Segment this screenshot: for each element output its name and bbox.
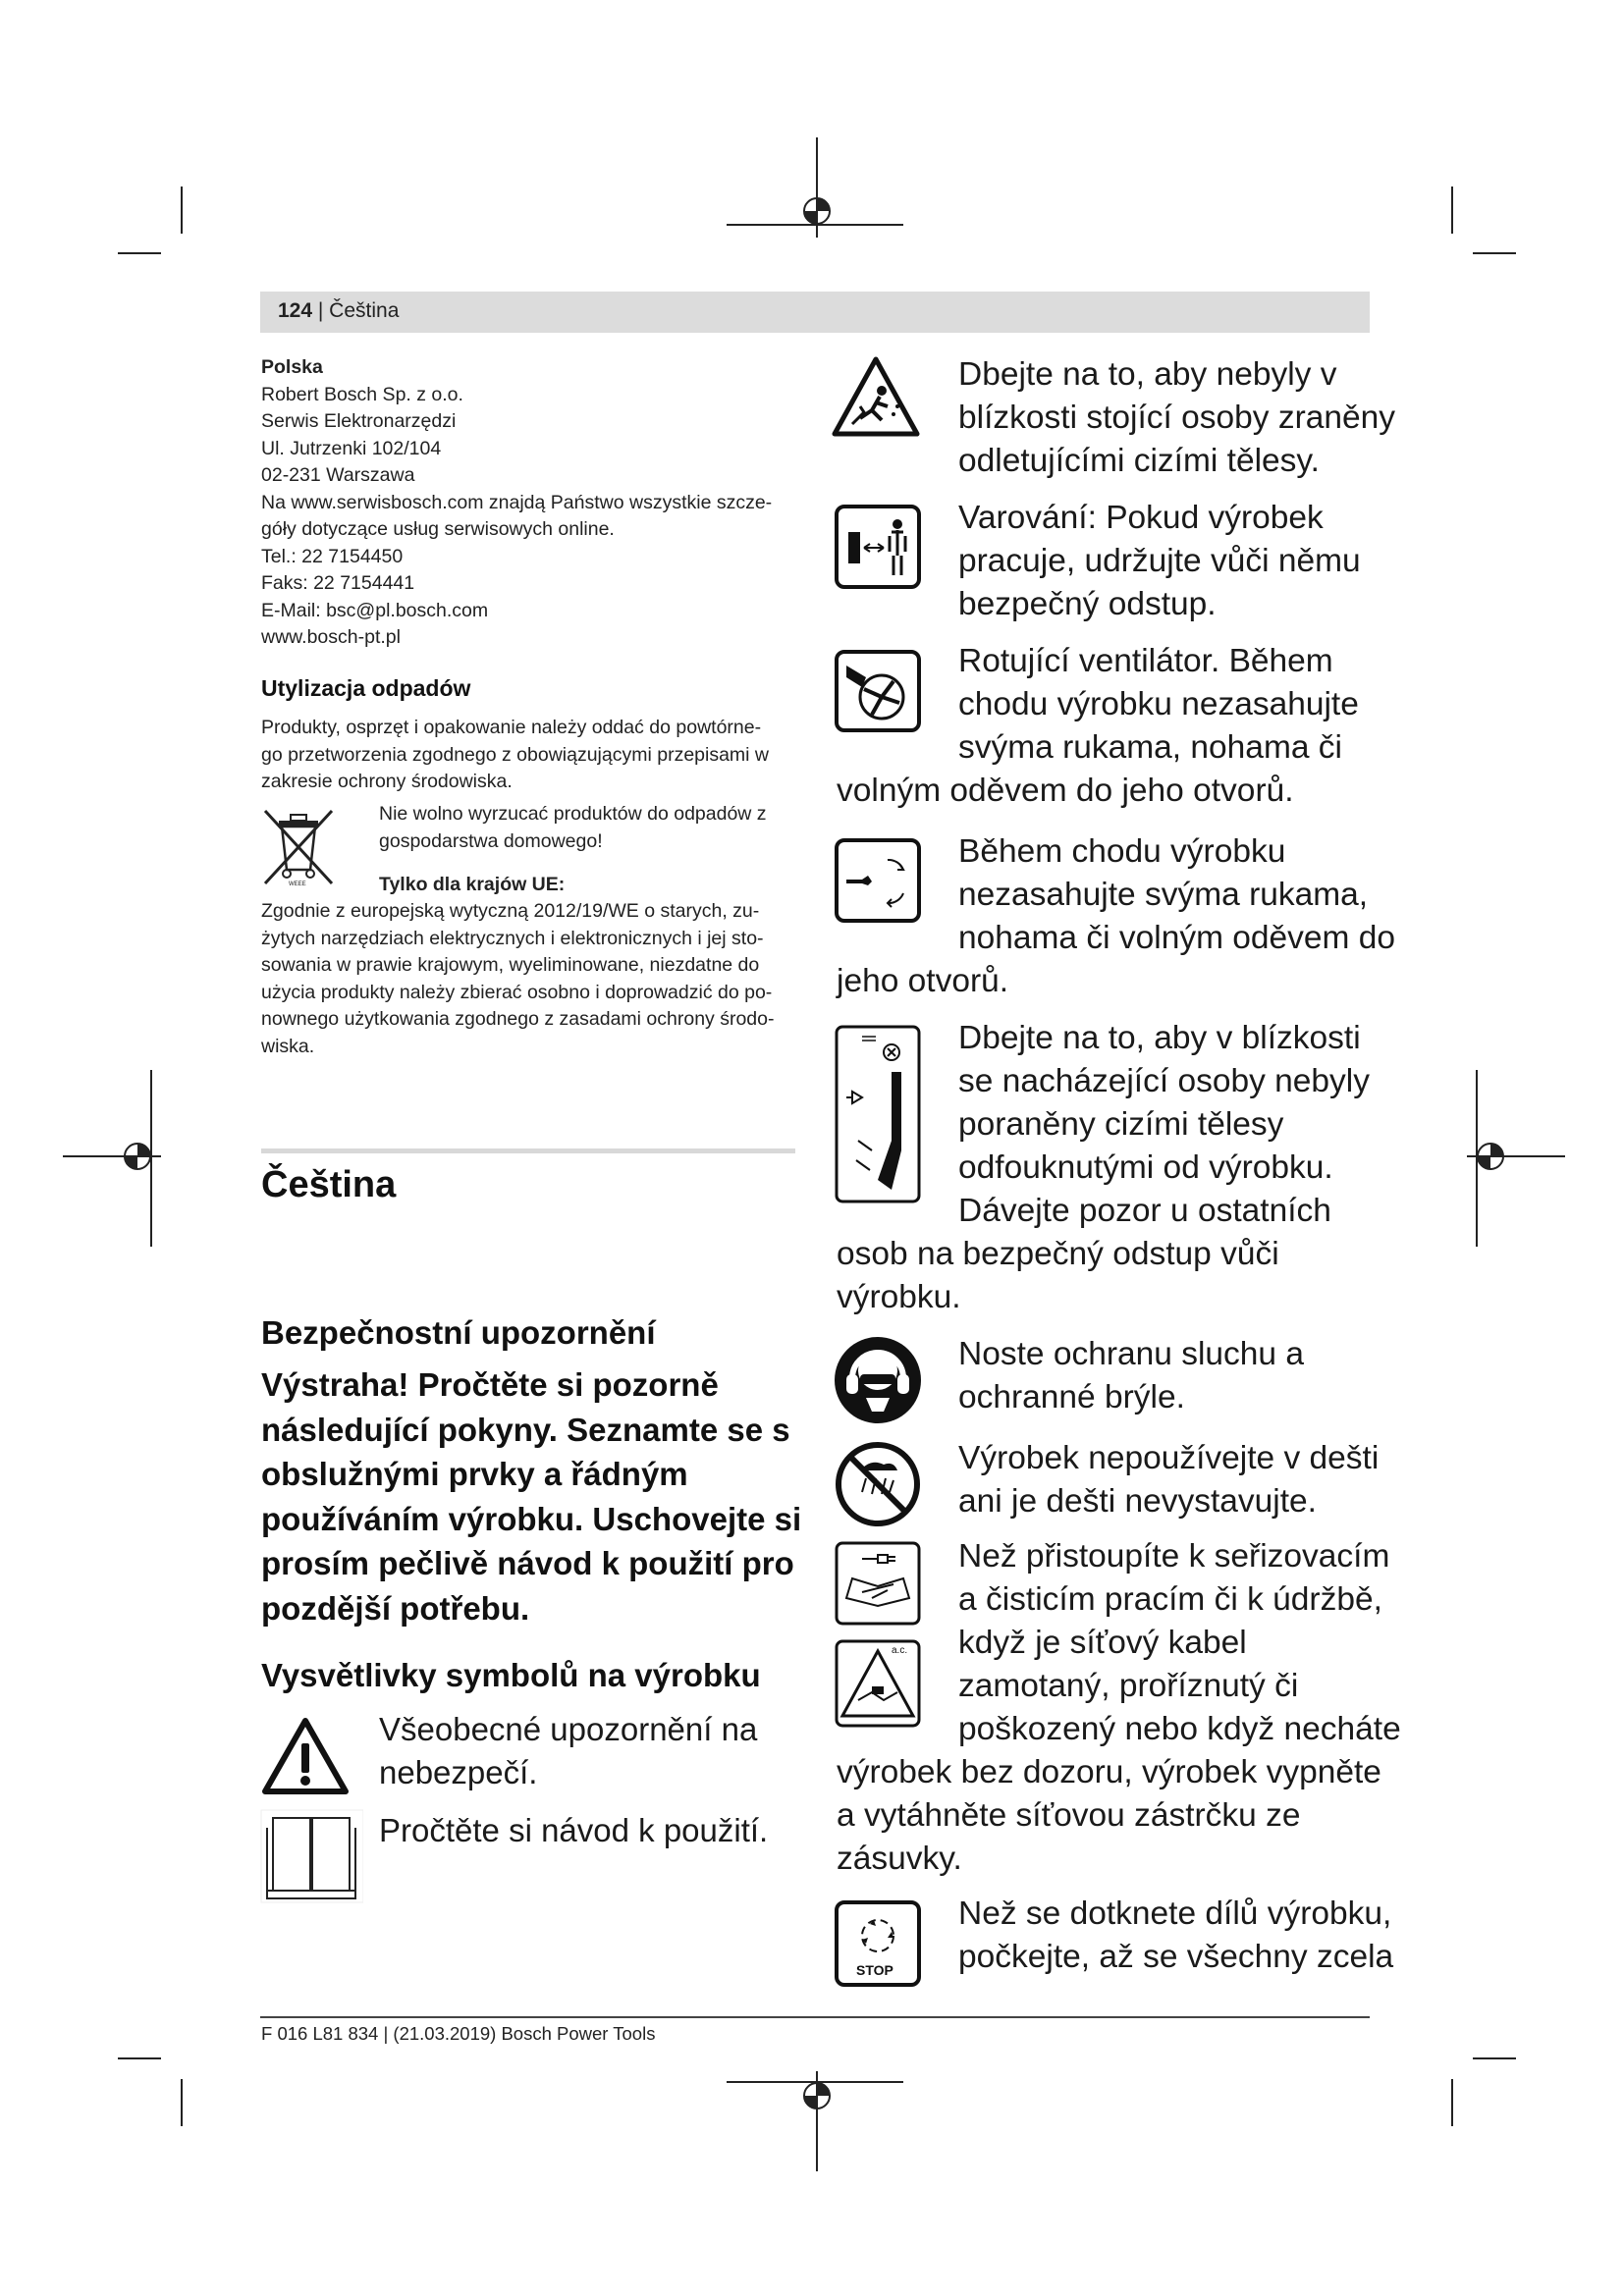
- eu-text: [261, 898, 791, 1060]
- r2-line: bezpečný odstup.: [958, 586, 1217, 622]
- r6-line: Noste ochranu sluchu a: [958, 1336, 1304, 1372]
- r8-line: Než přistoupíte k seřizovacím: [958, 1538, 1390, 1575]
- contact-line: Tel.: 22 7154450: [261, 545, 404, 567]
- eu-line: żytych narzędziach elektrycznych i elektronicznych i jej sto-: [261, 927, 764, 949]
- blower-debris-icon: [833, 1023, 923, 1205]
- r2-text: [958, 497, 1361, 626]
- r5-line: odfouknutými od výrobku.: [958, 1149, 1333, 1186]
- bin-line: gospodarstwa domowego!: [379, 829, 603, 852]
- sym-general-text: [379, 1708, 757, 1794]
- eu-line: sowania w prawie krajowym, wyeliminowane, niezdatne do: [261, 954, 760, 976]
- r3-line: volným oděvem do jeho otvorů.: [837, 773, 1294, 809]
- sym-line: nebezpečí.: [379, 1754, 538, 1790]
- eu-line: użycia produkty należy zbierać osobno i doprowadzić do po-: [261, 981, 773, 1003]
- contact-line: E-Mail: bsc@pl.bosch.com: [261, 599, 489, 621]
- crop-mark: [1473, 252, 1516, 254]
- r3-line: chodu výrobku nezasahujte: [958, 686, 1359, 722]
- unplug-manual-icon: [833, 1539, 923, 1628]
- r8-line: výrobek bez dozoru, výrobek vypněte: [837, 1754, 1381, 1790]
- page-header: [260, 292, 1370, 333]
- r8-line: a čisticím pracím či k údržbě,: [958, 1581, 1382, 1618]
- contact-line: Serwis Elektronarzędzi: [261, 410, 457, 432]
- r7-line: Výrobek nepoužívejte v dešti: [958, 1440, 1380, 1476]
- eu-title: Tylko dla krajów UE:: [379, 874, 566, 895]
- flying-debris-warning-icon: [831, 355, 921, 440]
- registration-mark-right: [1467, 1070, 1565, 1247]
- r8-line: když je síťový kabel: [958, 1625, 1247, 1661]
- footer-rule: [260, 2016, 1370, 2018]
- r1-line: Dbejte na to, aby nebyly v: [958, 356, 1337, 393]
- disposal-line: Produkty, osprzęt i opakowanie należy oddać do powtórne-: [261, 717, 762, 738]
- crossed-bin-icon: [261, 805, 336, 889]
- bin-line: Nie wolno wyrzucać produktów do odpadów z: [379, 803, 767, 825]
- crop-mark: [118, 2057, 161, 2059]
- r4-text: [958, 830, 1395, 960]
- sym-line: Pročtěte si návod k použití.: [379, 1812, 769, 1848]
- disposal-line: go przetworzenia zgodnego z obowiązującymi przepisami w: [261, 743, 770, 766]
- r5-text: [958, 1017, 1370, 1233]
- r2-line: Varování: Pokud výrobek: [958, 500, 1324, 536]
- registration-mark-bottom: [717, 2071, 903, 2171]
- disposal-intro: [261, 715, 791, 796]
- r4-line: nohama či volným oděvem do: [958, 920, 1396, 956]
- warning-line: prosím pečlivě návod k použití pro: [261, 1545, 794, 1581]
- r8-wrap: [837, 1751, 1381, 1881]
- contact-block: [261, 354, 791, 652]
- r3-line: svýma rukama, nohama či: [958, 729, 1342, 766]
- r5-line: Dávejte pozor u ostatních: [958, 1193, 1331, 1229]
- r4-line: Během chodu výrobku: [958, 833, 1286, 870]
- registration-mark-top: [717, 137, 903, 238]
- warning-triangle-icon: [261, 1716, 350, 1796]
- warning-line: používáním výrobku. Uschovejte si: [261, 1500, 802, 1537]
- r5-line: poraněny cizími tělesy: [958, 1106, 1284, 1143]
- header-text: 124 | Čeština: [278, 299, 400, 322]
- crop-mark: [1451, 187, 1453, 234]
- disposal-line: zakresie ochrony środowiska.: [261, 771, 513, 792]
- r5-line: Dbejte na to, aby v blízkosti: [958, 1020, 1361, 1056]
- eu-line: nownego użytkowania zgodnego z zasadami ochrony środo-: [261, 1008, 775, 1030]
- electrical-hazard-icon: [833, 1637, 923, 1730]
- r4-wrap: [837, 960, 1008, 1003]
- r3-line: Rotující ventilátor. Během: [958, 643, 1333, 679]
- r6-text: [958, 1333, 1304, 1419]
- r1-line: odletujícími cizími tělesy.: [958, 443, 1320, 479]
- stop-rotation-icon: [833, 1898, 923, 1989]
- r3-wrap: [837, 770, 1294, 813]
- r7-line: ani je dešti nevystavujte.: [958, 1483, 1317, 1520]
- r4-line: nezasahujte svýma rukama,: [958, 877, 1369, 913]
- disposal-title: Utylizacja odpadów: [261, 675, 471, 701]
- header-language: Čeština: [329, 299, 400, 322]
- registration-mark-left: [63, 1070, 161, 1247]
- no-rain-icon: [833, 1439, 923, 1529]
- r6-line: ochranné brýle.: [958, 1379, 1185, 1415]
- page-footer: F 016 L81 834 | (21.03.2019) Bosch Power Tools: [261, 2023, 656, 2044]
- r1-text: [958, 353, 1395, 483]
- warning-line: obslužnými prvky a řádným: [261, 1456, 688, 1492]
- r5-line: výrobku.: [837, 1279, 961, 1315]
- r4-line: jeho otvorů.: [837, 963, 1009, 999]
- contact-line: Faks: 22 7154441: [261, 572, 415, 594]
- contact-line: Ul. Jutrzenki 102/104: [261, 437, 442, 459]
- contact-line: Robert Bosch Sp. z o.o.: [261, 383, 463, 405]
- eu-line: wiska.: [261, 1035, 315, 1057]
- crop-mark: [118, 252, 161, 254]
- r8-line: poškozený nebo když necháte: [958, 1711, 1401, 1747]
- r7-text: [958, 1437, 1379, 1523]
- warning-block: [261, 1362, 811, 1630]
- crop-mark: [181, 2079, 183, 2126]
- sym-manual-text: [379, 1809, 768, 1852]
- contact-line: www.bosch-pt.pl: [261, 626, 401, 648]
- weee-label: WEEE: [289, 881, 306, 887]
- hands-away-icon: [833, 836, 923, 925]
- safety-title: Bezpečnostní upozornění: [261, 1314, 656, 1351]
- sym-line: Všeobecné upozornění na: [379, 1711, 758, 1747]
- r5-line: se nacházející osoby nebyly: [958, 1063, 1370, 1099]
- bin-text: [379, 801, 791, 855]
- r8-line: zásuvky.: [837, 1841, 962, 1877]
- r5-line: osob na bezpečný odstup vůči: [837, 1236, 1279, 1272]
- r9-text: [958, 1893, 1393, 1979]
- r8-text: [958, 1535, 1401, 1751]
- stop-label: STOP: [856, 1962, 893, 1978]
- r1-line: blízkosti stojící osoby zraněny: [958, 400, 1396, 436]
- safe-distance-icon: [833, 503, 923, 591]
- r9-line: Než se dotknete dílů výrobku,: [958, 1896, 1392, 1932]
- page-number: 124: [278, 299, 313, 322]
- rotating-fan-icon: [833, 648, 923, 734]
- warning-line: Výstraha! Pročtěte si pozorně: [261, 1366, 719, 1403]
- eu-line: Zgodnie z europejską wytyczną 2012/19/WE o starych, zu-: [261, 900, 760, 922]
- r9-line: počkejte, až se všechny zcela: [958, 1939, 1394, 1975]
- crop-mark: [1473, 2057, 1516, 2059]
- ear-eye-protection-icon: [833, 1335, 923, 1425]
- warning-line: pozdější potřebu.: [261, 1589, 530, 1627]
- contact-line: 02-231 Warszawa: [261, 464, 415, 486]
- r5-wrap: [837, 1233, 1279, 1319]
- ac-label: a.c.: [892, 1645, 908, 1656]
- r2-line: pracuje, udržujte vůči němu: [958, 543, 1361, 579]
- r8-line: a vytáhněte síťovou zástrčku ze: [837, 1797, 1301, 1834]
- warning-line: následující pokyny. Seznamte se s: [261, 1411, 790, 1448]
- symbols-title: Vysvětlivky symbolů na výrobku: [261, 1657, 761, 1693]
- crop-mark: [181, 187, 183, 234]
- section-divider: [261, 1148, 795, 1153]
- contact-country: Polska: [261, 356, 323, 378]
- language-title: Čeština: [261, 1164, 397, 1205]
- crop-mark: [1451, 2079, 1453, 2126]
- r3-text: [958, 640, 1359, 770]
- contact-line: góły dotyczące usług serwisowych online.: [261, 518, 615, 540]
- manual-book-icon: [259, 1808, 363, 1904]
- contact-line: Na www.serwisbosch.com znajdą Państwo wszystkie szcze-: [261, 491, 773, 513]
- r8-line: zamotaný, proříznutý či: [958, 1668, 1299, 1704]
